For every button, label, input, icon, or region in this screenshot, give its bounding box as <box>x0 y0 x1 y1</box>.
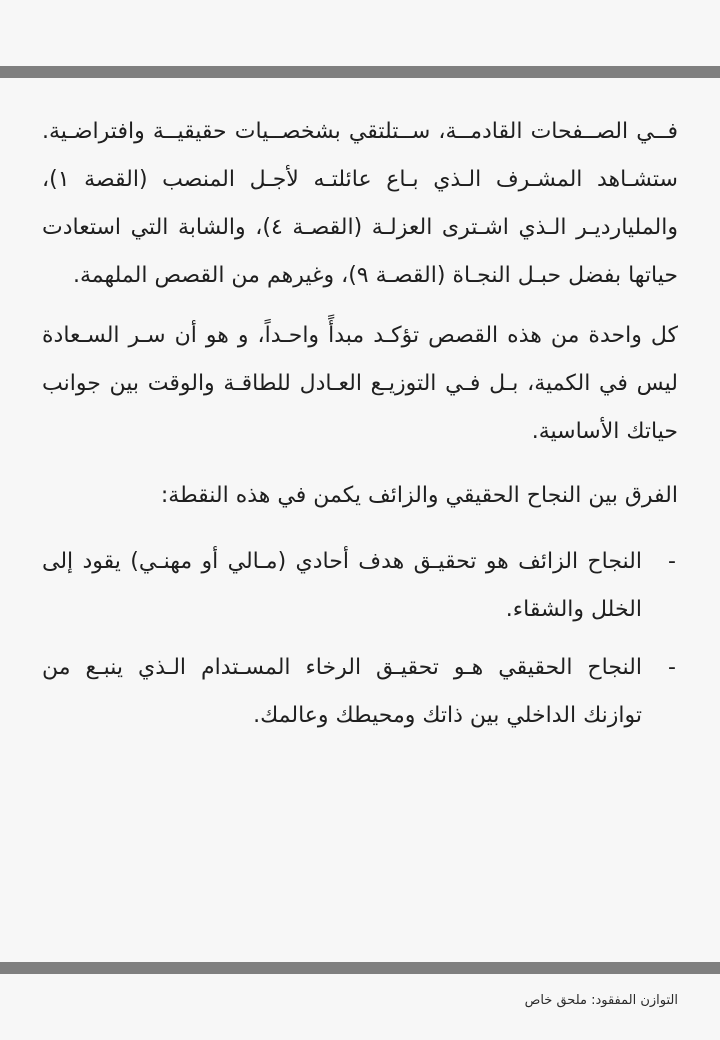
bullet-text: النجاح الزائف هو تحقيـق هدف أحادي (مـالي أو مهنـي) يقود إلى الخلل والشقاء. <box>42 549 642 622</box>
top-divider-bar <box>0 66 720 78</box>
bullet-dash-icon: - <box>668 655 676 680</box>
intro-paragraph: فــي الصــفحات القادمــة، ســتلتقي بشخصــيات حقيقيــة وافتراضـية. ستشـاهد المشـرف الـذي بـاع عائلتـه لأجـل المنصب (القصة ١)، والمليارديـر الـذي اشـترى العزلـة (القصـة ٤)، والشابة التي استعادت حياتها بفضل حبـل النجـاة (القصـة ٩)، وغيرهم من القصص الملهمة. <box>42 119 678 288</box>
bullet-item-false-success <box>42 538 678 634</box>
bullet-dash-icon: - <box>668 549 676 574</box>
bullet-text: النجاح الحقيقي هـو تحقيـق الرخاء المسـتدام الـذي ينبـع من توازنك الداخلي بين ذاتك ومحيطك وعالمك. <box>42 655 642 728</box>
bullet-list <box>42 538 678 740</box>
bottom-divider-bar <box>0 962 720 974</box>
principle-paragraph: كل واحدة من هذه القصص تؤكـد مبدأً واحـداً، و هو أن سـر السـعادة ليس في الكمية، بـل فـي التوزيـع العـادل للطاقـة والوقت بين جوانب حياتك الأساسية. <box>42 323 678 444</box>
difference-heading-paragraph: الفرق بين النجاح الحقيقي والزائف يكمن في هذه النقطة: <box>160 483 678 508</box>
main-content <box>42 108 678 750</box>
footer-caption: التوازن المفقود: ملحق خاص <box>524 993 678 1008</box>
bullet-item-true-success <box>42 644 678 740</box>
